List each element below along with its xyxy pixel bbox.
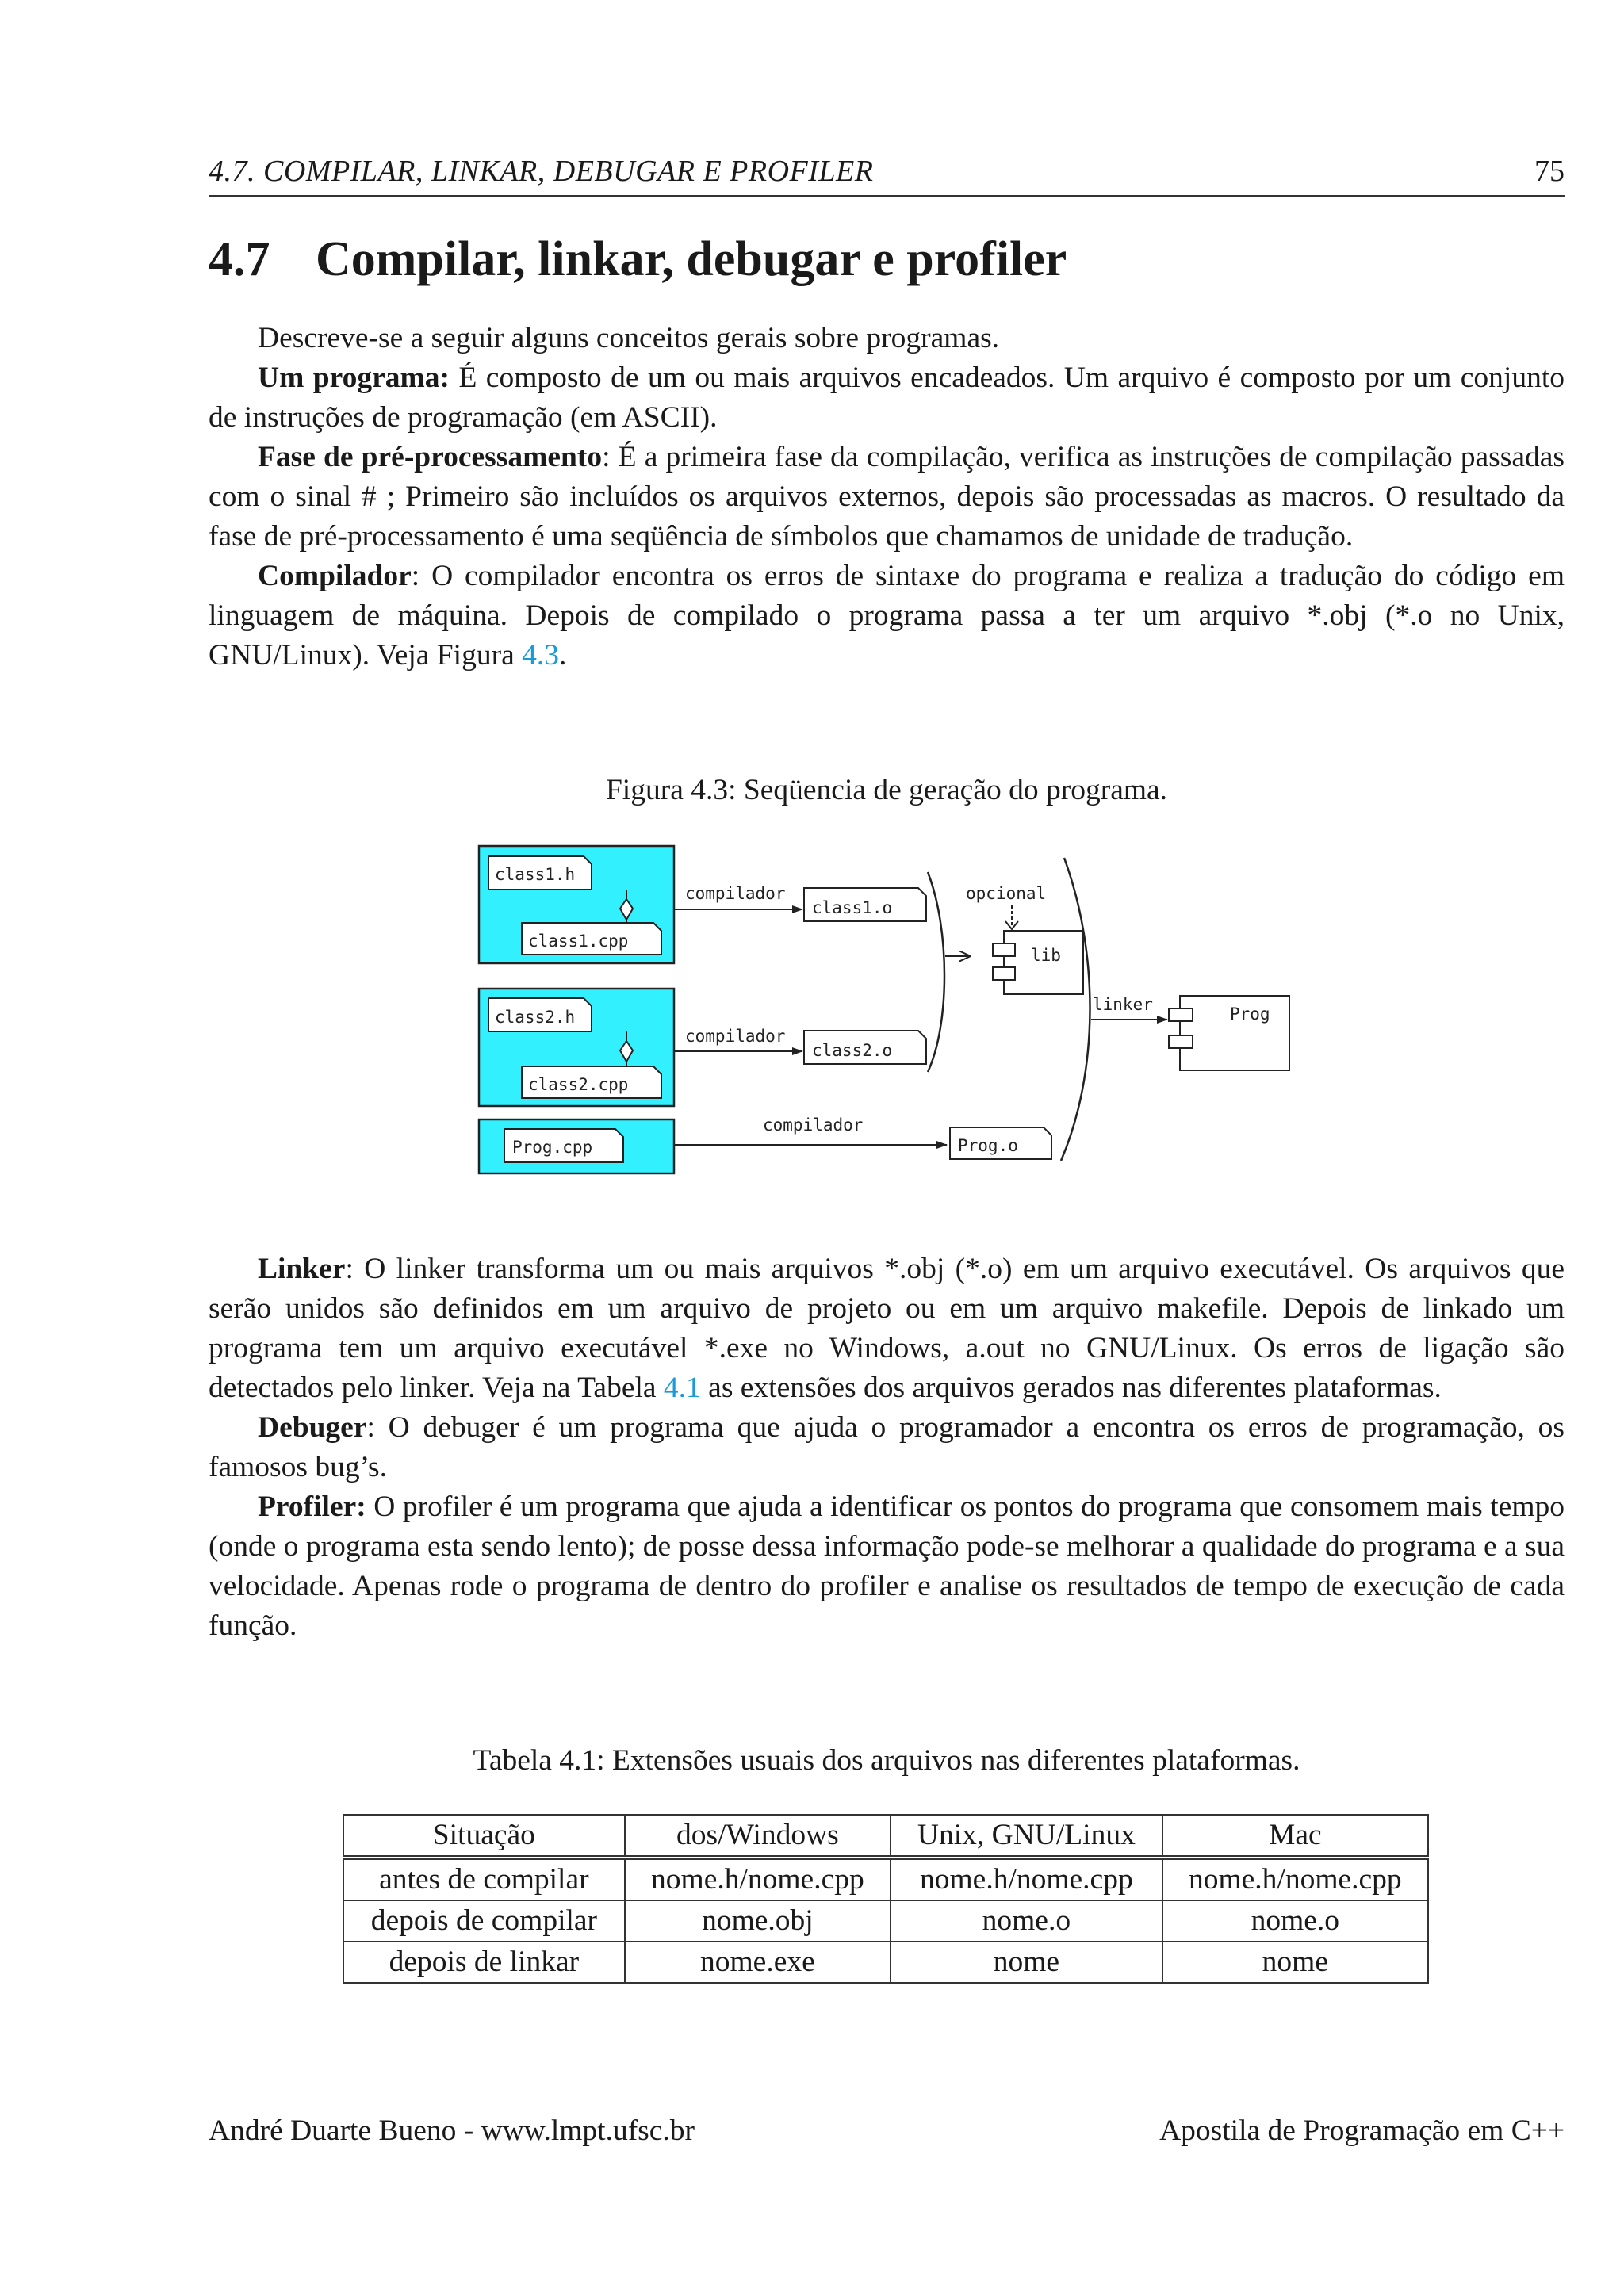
paragraph-linker [209,1249,1565,1408]
label-class1-cpp: class1.cpp [528,932,629,951]
table-caption: Tabela 4.1: Extensões usuais dos arquivos nas diferentes plataformas. [473,1744,1300,1777]
table-row [343,1942,1428,1983]
term-compilador: Compilador [258,560,412,592]
table-cell: nome.obj [625,1900,891,1942]
table-cell: nome.exe [625,1942,891,1983]
label-class1-o: class1.o [812,898,893,917]
table-cell: nome [891,1942,1162,1983]
table-cell: nome.h/nome.cpp [625,1858,891,1900]
footer-book-title: Apostila de Programação em C++ [1159,2114,1565,2147]
text-programa: É composto de um ou mais arquivos encadeados. Um arquivo é composto por um conjunto de instruções de programação (em ASCII). [209,362,1565,434]
grouping-brace-1 [928,872,944,1072]
figure-caption: Figura 4.3: Seqüencia de geração do programa. [605,774,1168,806]
label-lib: lib [1031,946,1061,965]
label-compilador-2: compilador [685,1027,786,1046]
sequence-diagram [473,834,1299,1183]
text-linker-end: as extensões dos arquivos gerados nas diferentes plataformas. [700,1372,1442,1404]
table-cell: depois de compilar [343,1900,625,1942]
table-row [343,1858,1428,1900]
label-class2-cpp: class2.cpp [528,1075,629,1094]
table-header-cell: Unix, GNU/Linux [891,1815,1162,1858]
paragraph-programa [209,358,1565,438]
page-footer [209,2114,1565,2153]
table-header-cell: Mac [1162,1815,1428,1858]
paragraph-debuger [209,1408,1565,1487]
table-header-cell: Situação [343,1815,625,1858]
section-title: Compilar, linkar, debugar e profiler [316,232,1067,286]
label-prog: Prog [1230,1004,1270,1024]
label-prog-o: Prog.o [958,1136,1018,1155]
term-programa: Um programa: [258,362,450,394]
text-compilador-end: . [558,639,567,672]
table-cell: nome.o [891,1900,1162,1942]
table-header-cell: dos/Windows [625,1815,891,1858]
text-compilador: : O compilador encontra os erros de sintaxe do programa e realiza a tradução do código em linguagem de máquina. Depois de compilado o programa passa a ter um arquivo *.obj (*.o no Unix, GNU/Linux). Veja Figura [209,560,1565,672]
body-text-bottom [209,1249,1565,1646]
text-debuger: : O debuger é um programa que ajuda o programador a encontra os erros de programação, os famosos bug’s. [209,1411,1565,1483]
footer-author: André Duarte Bueno - www.lmpt.ufsc.br [209,2114,695,2147]
term-preprocessamento: Fase de pré-processamento [258,441,603,473]
body-text-top [209,319,1565,675]
table-cell: antes de compilar [343,1858,625,1900]
text-preprocessamento: : É a primeira fase da compilação, verifica as instruções de compilação passadas com o sinal # ; Primeiro são incluídos os arquivos externos, depois são processadas as macros. O resultado da fase de pré-processamento é uma seqüência de símbolos que chamamos de unidade de tradução. [209,441,1565,553]
table-cell: nome.h/nome.cpp [1162,1858,1428,1900]
table-cell: nome.o [1162,1900,1428,1942]
intro-text: Descreve-se a seguir alguns conceitos gerais sobre programas. [258,322,1000,354]
label-class1-h: class1.h [495,865,576,884]
term-linker: Linker [258,1253,346,1285]
paragraph-preprocessamento [209,438,1565,557]
running-title: 4.7. COMPILAR, LINKAR, DEBUGAR E PROFILER [209,155,874,188]
paragraph-compilador [209,557,1565,675]
table-cell: nome.h/nome.cpp [891,1858,1162,1900]
extensions-table [343,1814,1429,1984]
section-number: 4.7 [209,232,270,286]
page-number: 75 [1534,155,1565,188]
figure-ref-link[interactable]: 4.3 [522,639,559,672]
label-opcional: opcional [966,884,1047,903]
figure-program-sequence [473,834,1299,1183]
table-cell: depois de linkar [343,1942,625,1983]
table-ref-link[interactable]: 4.1 [663,1372,701,1404]
text-profiler: O profiler é um programa que ajuda a identificar os pontos do programa que consomem mais tempo (onde o programa esta sendo lento); de posse dessa informação pode-se melhorar a qualidade do programa e a sua velocidade. Apenas rode o programa de dentro do profiler e analise os resultados de tempo de execução de cada função. [209,1490,1565,1642]
term-debuger: Debuger [258,1411,367,1444]
label-class2-o: class2.o [812,1041,893,1060]
table-cell: nome [1162,1942,1428,1983]
section-heading [209,232,1565,288]
table-row [343,1900,1428,1942]
text-linker: : O linker transforma um ou mais arquivos *.obj (*.o) em um arquivo executável. Os arquivos que serão unidos são definidos em um arquivo de projeto ou em um arquivo makefile. Depois de linkado um programa tem um arquivo executável *.exe no Windows, a.out no GNU/Linux. Os erros de ligação são detectados pelo linker. Veja na Tabela [209,1253,1565,1404]
grouping-brace-2 [1061,858,1090,1161]
label-class2-h: class2.h [495,1008,576,1027]
label-linker: linker [1093,995,1153,1014]
paragraph-intro [209,319,1565,358]
term-profiler: Profiler: [258,1490,366,1523]
paragraph-profiler [209,1487,1565,1646]
label-compilador-3: compilador [763,1115,864,1135]
running-header [209,151,1565,197]
table-header-row [343,1815,1428,1858]
label-compilador-1: compilador [685,884,786,903]
label-prog-cpp: Prog.cpp [512,1138,593,1157]
